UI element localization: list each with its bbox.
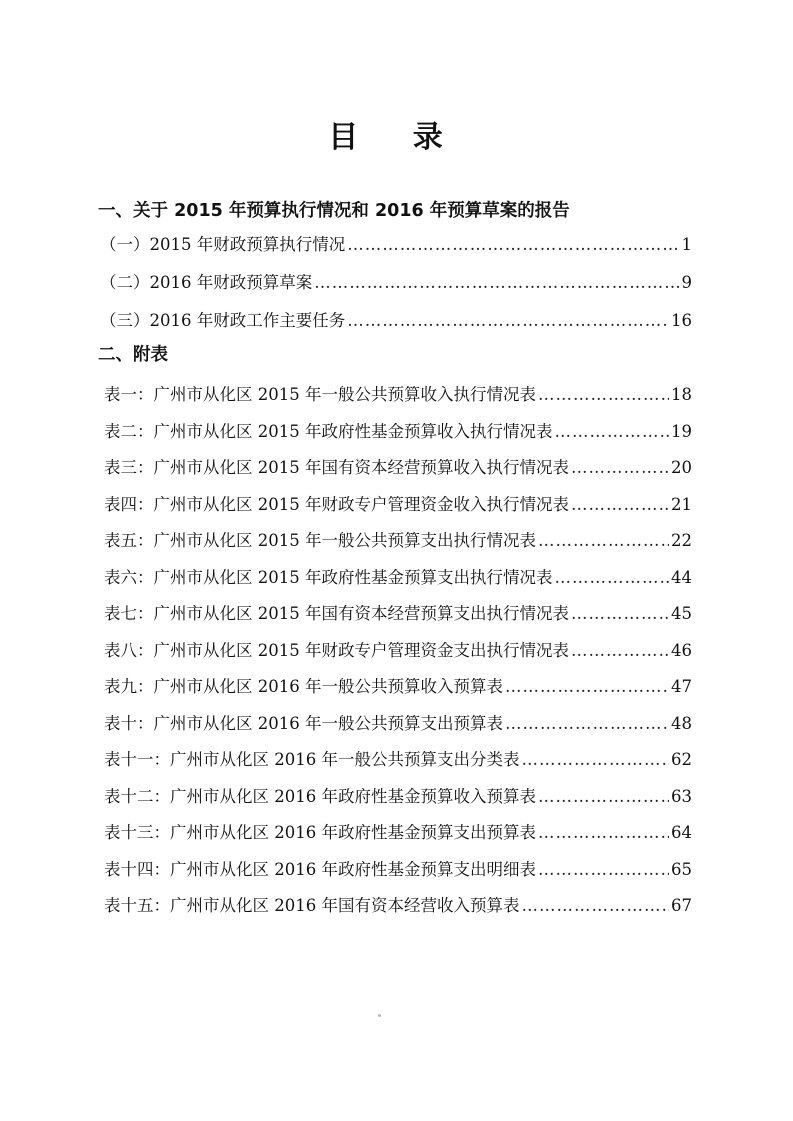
toc-entry[interactable] bbox=[104, 894, 692, 918]
toc-entry-page: 44 bbox=[671, 568, 692, 587]
dot-leader bbox=[521, 748, 669, 772]
dot-leader bbox=[538, 821, 669, 845]
dot-leader bbox=[538, 383, 669, 407]
toc-entry-page: 20 bbox=[671, 458, 692, 477]
toc-entry-page: 21 bbox=[671, 495, 692, 514]
toc-entry-label: 表十五：广州市从化区 2016 年国有资本经营收入预算表 bbox=[104, 896, 520, 915]
scan-speck bbox=[378, 1014, 381, 1017]
toc-entry-label: （三）2016 年财政工作主要任务 bbox=[100, 311, 346, 330]
toc-entry-label: 表五：广州市从化区 2015 年一般公共预算支出执行情况表 bbox=[104, 531, 536, 550]
toc-entry[interactable] bbox=[104, 748, 692, 772]
toc-entry-label: 表一：广州市从化区 2015 年一般公共预算收入执行情况表 bbox=[104, 385, 536, 404]
dot-leader bbox=[538, 529, 669, 553]
toc-entry-label: 表二：广州市从化区 2015 年政府性基金预算收入执行情况表 bbox=[104, 422, 553, 441]
dot-leader bbox=[554, 566, 669, 590]
toc-entry[interactable] bbox=[100, 309, 692, 333]
dot-leader bbox=[571, 456, 669, 480]
toc-entry-label: （一）2015 年财政预算执行情况 bbox=[100, 235, 346, 254]
toc-entry-page: 67 bbox=[671, 896, 692, 915]
toc-entry-label: 表三：广州市从化区 2015 年国有资本经营预算收入执行情况表 bbox=[104, 458, 569, 477]
toc-entry-label: （二）2016 年财政预算草案 bbox=[100, 273, 313, 292]
toc-entry-page: 19 bbox=[671, 422, 692, 441]
toc-entry-label: 表四：广州市从化区 2015 年财政专户管理资金收入执行情况表 bbox=[104, 495, 569, 514]
toc-entry[interactable] bbox=[104, 493, 692, 517]
toc-entry-page: 47 bbox=[671, 677, 692, 696]
toc-entry-page: 62 bbox=[671, 750, 692, 769]
toc-entry-label: 表六：广州市从化区 2015 年政府性基金预算支出执行情况表 bbox=[104, 568, 553, 587]
dot-leader bbox=[571, 602, 669, 626]
toc-entry-page: 18 bbox=[671, 385, 692, 404]
toc-entry[interactable] bbox=[104, 383, 692, 407]
toc-entry-page: 63 bbox=[671, 787, 692, 806]
toc-entry[interactable] bbox=[104, 858, 692, 882]
toc-entry-page: 48 bbox=[671, 714, 692, 733]
toc-entry-label: 表七：广州市从化区 2015 年国有资本经营预算支出执行情况表 bbox=[104, 604, 569, 623]
toc-entry[interactable] bbox=[104, 566, 692, 590]
section-heading-report: 一、关于 2015 年预算执行情况和 2016 年预算草案的报告 bbox=[98, 201, 570, 221]
section-heading-appendix: 二、附表 bbox=[98, 345, 168, 365]
toc-entry-label: 表十三：广州市从化区 2016 年政府性基金预算支出预算表 bbox=[104, 823, 536, 842]
dot-leader bbox=[314, 271, 679, 295]
toc-entry-label: 表八：广州市从化区 2015 年财政专户管理资金支出执行情况表 bbox=[104, 641, 569, 660]
toc-entry[interactable] bbox=[104, 529, 692, 553]
toc-entry[interactable] bbox=[104, 456, 692, 480]
toc-entry[interactable] bbox=[100, 233, 692, 257]
toc-entry-page: 22 bbox=[671, 531, 692, 550]
toc-entry-label: 表十一：广州市从化区 2016 年一般公共预算支出分类表 bbox=[104, 750, 520, 769]
toc-entry-page: 1 bbox=[681, 235, 692, 254]
toc-entry[interactable] bbox=[104, 821, 692, 845]
dot-leader bbox=[571, 639, 669, 663]
dot-leader bbox=[347, 233, 679, 257]
page-title: 目 录 bbox=[328, 120, 465, 155]
toc-entry-label: 表十二：广州市从化区 2016 年政府性基金预算收入预算表 bbox=[104, 787, 536, 806]
toc-entry-page: 9 bbox=[681, 273, 692, 292]
toc-entry-label: 表十四：广州市从化区 2016 年政府性基金预算支出明细表 bbox=[104, 860, 536, 879]
toc-entry[interactable] bbox=[100, 271, 692, 295]
dot-leader bbox=[538, 858, 669, 882]
dot-leader bbox=[521, 894, 669, 918]
toc-entry[interactable] bbox=[104, 602, 692, 626]
dot-leader bbox=[554, 420, 669, 444]
toc-entry-label: 表九：广州市从化区 2016 年一般公共预算收入预算表 bbox=[104, 677, 503, 696]
dot-leader bbox=[505, 675, 669, 699]
toc-entry[interactable] bbox=[104, 420, 692, 444]
toc-entry-page: 16 bbox=[671, 311, 692, 330]
toc-entry[interactable] bbox=[104, 639, 692, 663]
toc-entry-page: 46 bbox=[671, 641, 692, 660]
dot-leader bbox=[571, 493, 669, 517]
dot-leader bbox=[505, 712, 669, 736]
toc-entry[interactable] bbox=[104, 785, 692, 809]
toc-entry-label: 表十：广州市从化区 2016 年一般公共预算支出预算表 bbox=[104, 714, 503, 733]
toc-entry-page: 65 bbox=[671, 860, 692, 879]
dot-leader bbox=[347, 309, 669, 333]
toc-entry[interactable] bbox=[104, 675, 692, 699]
toc-entry-page: 64 bbox=[671, 823, 692, 842]
toc-entry-page: 45 bbox=[671, 604, 692, 623]
toc-entry[interactable] bbox=[104, 712, 692, 736]
dot-leader bbox=[538, 785, 669, 809]
